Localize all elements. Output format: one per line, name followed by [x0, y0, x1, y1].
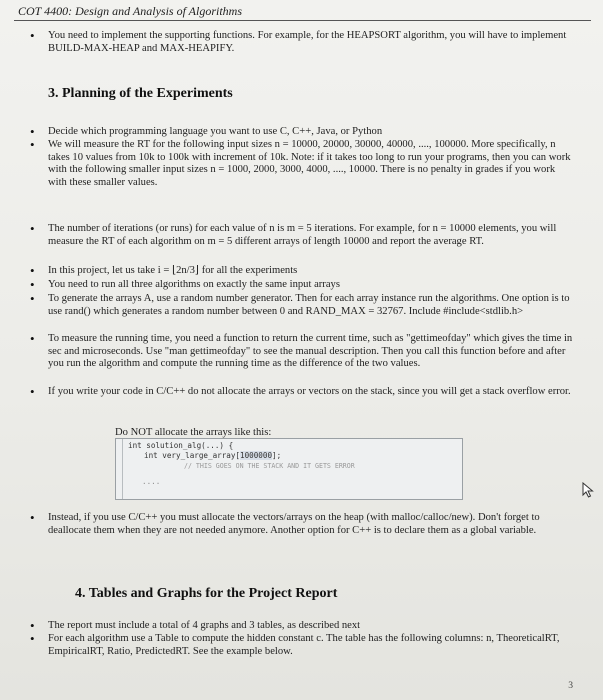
do-not-allocate-label: Do NOT allocate the arrays like this: — [115, 427, 272, 438]
section-3-heading: 3. Planning of the Experiments — [48, 86, 233, 101]
s4-bullet-table-columns: • For each algorithm use a Table to compute the hidden constant c. The table has the following columns: n, TheoreticalRT, EmpiricalRT, Ratio, PredictedRT. See the example below. — [48, 633, 575, 658]
s4-bullet-report-contents: • The report must include a total of 4 graphs and 3 tables, as described next — [48, 620, 575, 633]
code-line-1: int solution_alg(...) { — [128, 441, 234, 450]
code-line-2 — [116, 451, 462, 461]
s3-bullet-same-input: • You need to run all three algorithms on exactly the same input arrays — [48, 279, 575, 292]
page-number: 3 — [568, 680, 573, 691]
s3-bullet-random-generator: • To generate the arrays A, use a random number generator. Then for each array instance run the algorithms. One option is to use rand() which generates a random number between 0 and RAND_MAX = 32767. Include #include<stdlib.h> — [48, 293, 575, 318]
s3-bullet-language: • Decide which programming language you want to use C, C++, Java, or Python — [48, 126, 575, 139]
s3-bullet-stack-warning: • If you write your code in C/C++ do not allocate the arrays or vectors on the stack, since you will get a stack overflow error. — [48, 386, 575, 399]
code-line-2-suffix: ]; — [272, 451, 282, 460]
code-line-3-comment: // THIS GOES ON THE STACK AND IT GETS ERROR — [184, 462, 355, 470]
intro-bullet: • You need to implement the supporting functions. For example, for the HEAPSORT algorithm, you will have to implement BUILD-MAX-HEAP and MAX-HEAPIFY. — [48, 30, 575, 55]
code-snippet-box — [115, 438, 463, 500]
page-header-title: COT 4400: Design and Analysis of Algorithms — [18, 4, 243, 18]
s3-bullet-iterations: • The number of iterations (or runs) for each value of n is m = 5 iterations. For example, for n = 10000 elements, you will measure the RT of each algorithm on m = 5 different arrays of length 10000 and report the average RT. — [48, 223, 575, 248]
code-line-4: .... — [142, 477, 161, 486]
header-rule — [14, 20, 591, 21]
code-line-2-prefix: int very_large_array[ — [144, 451, 241, 460]
section-4-heading: 4. Tables and Graphs for the Project Report — [75, 586, 338, 601]
s3-bullet-index-i: • In this project, let us take i = ⌊2n/3⌋ for all the experiments — [48, 265, 575, 278]
code-line-2-value: 1000000 — [240, 451, 273, 460]
mouse-cursor-icon — [582, 482, 596, 498]
s3-bullet-input-sizes: • We will measure the RT for the following input sizes n = 10000, 20000, 30000, 40000, ...., 100000. More specifically, n takes 10 values from 10k to 100k with increment of 10k. Note: if it takes too long to run your programs, then you can work with the following smaller input sizes n = 1000, 2000, 3000, 4000, ...., 10000. There is no penalty in grades if you work with these smaller values. — [48, 139, 575, 190]
s3-bullet-heap-allocation: • Instead, if you use C/C++ you must allocate the vectors/arrays on the heap (with malloc/calloc/new). Don't forget to deallocate them when they are not needed anymore. Another option for C++ is to declare them as a global variable. — [48, 512, 575, 537]
s3-bullet-timing: • To measure the running time, you need a function to return the current time, such as "gettimeofday" which gives the time in sec and microseconds. Use "man gettimeofday" to see the manual description. Then you call this function before and after you run the algorithm and compute the running time as the difference of the two values. — [48, 333, 575, 371]
